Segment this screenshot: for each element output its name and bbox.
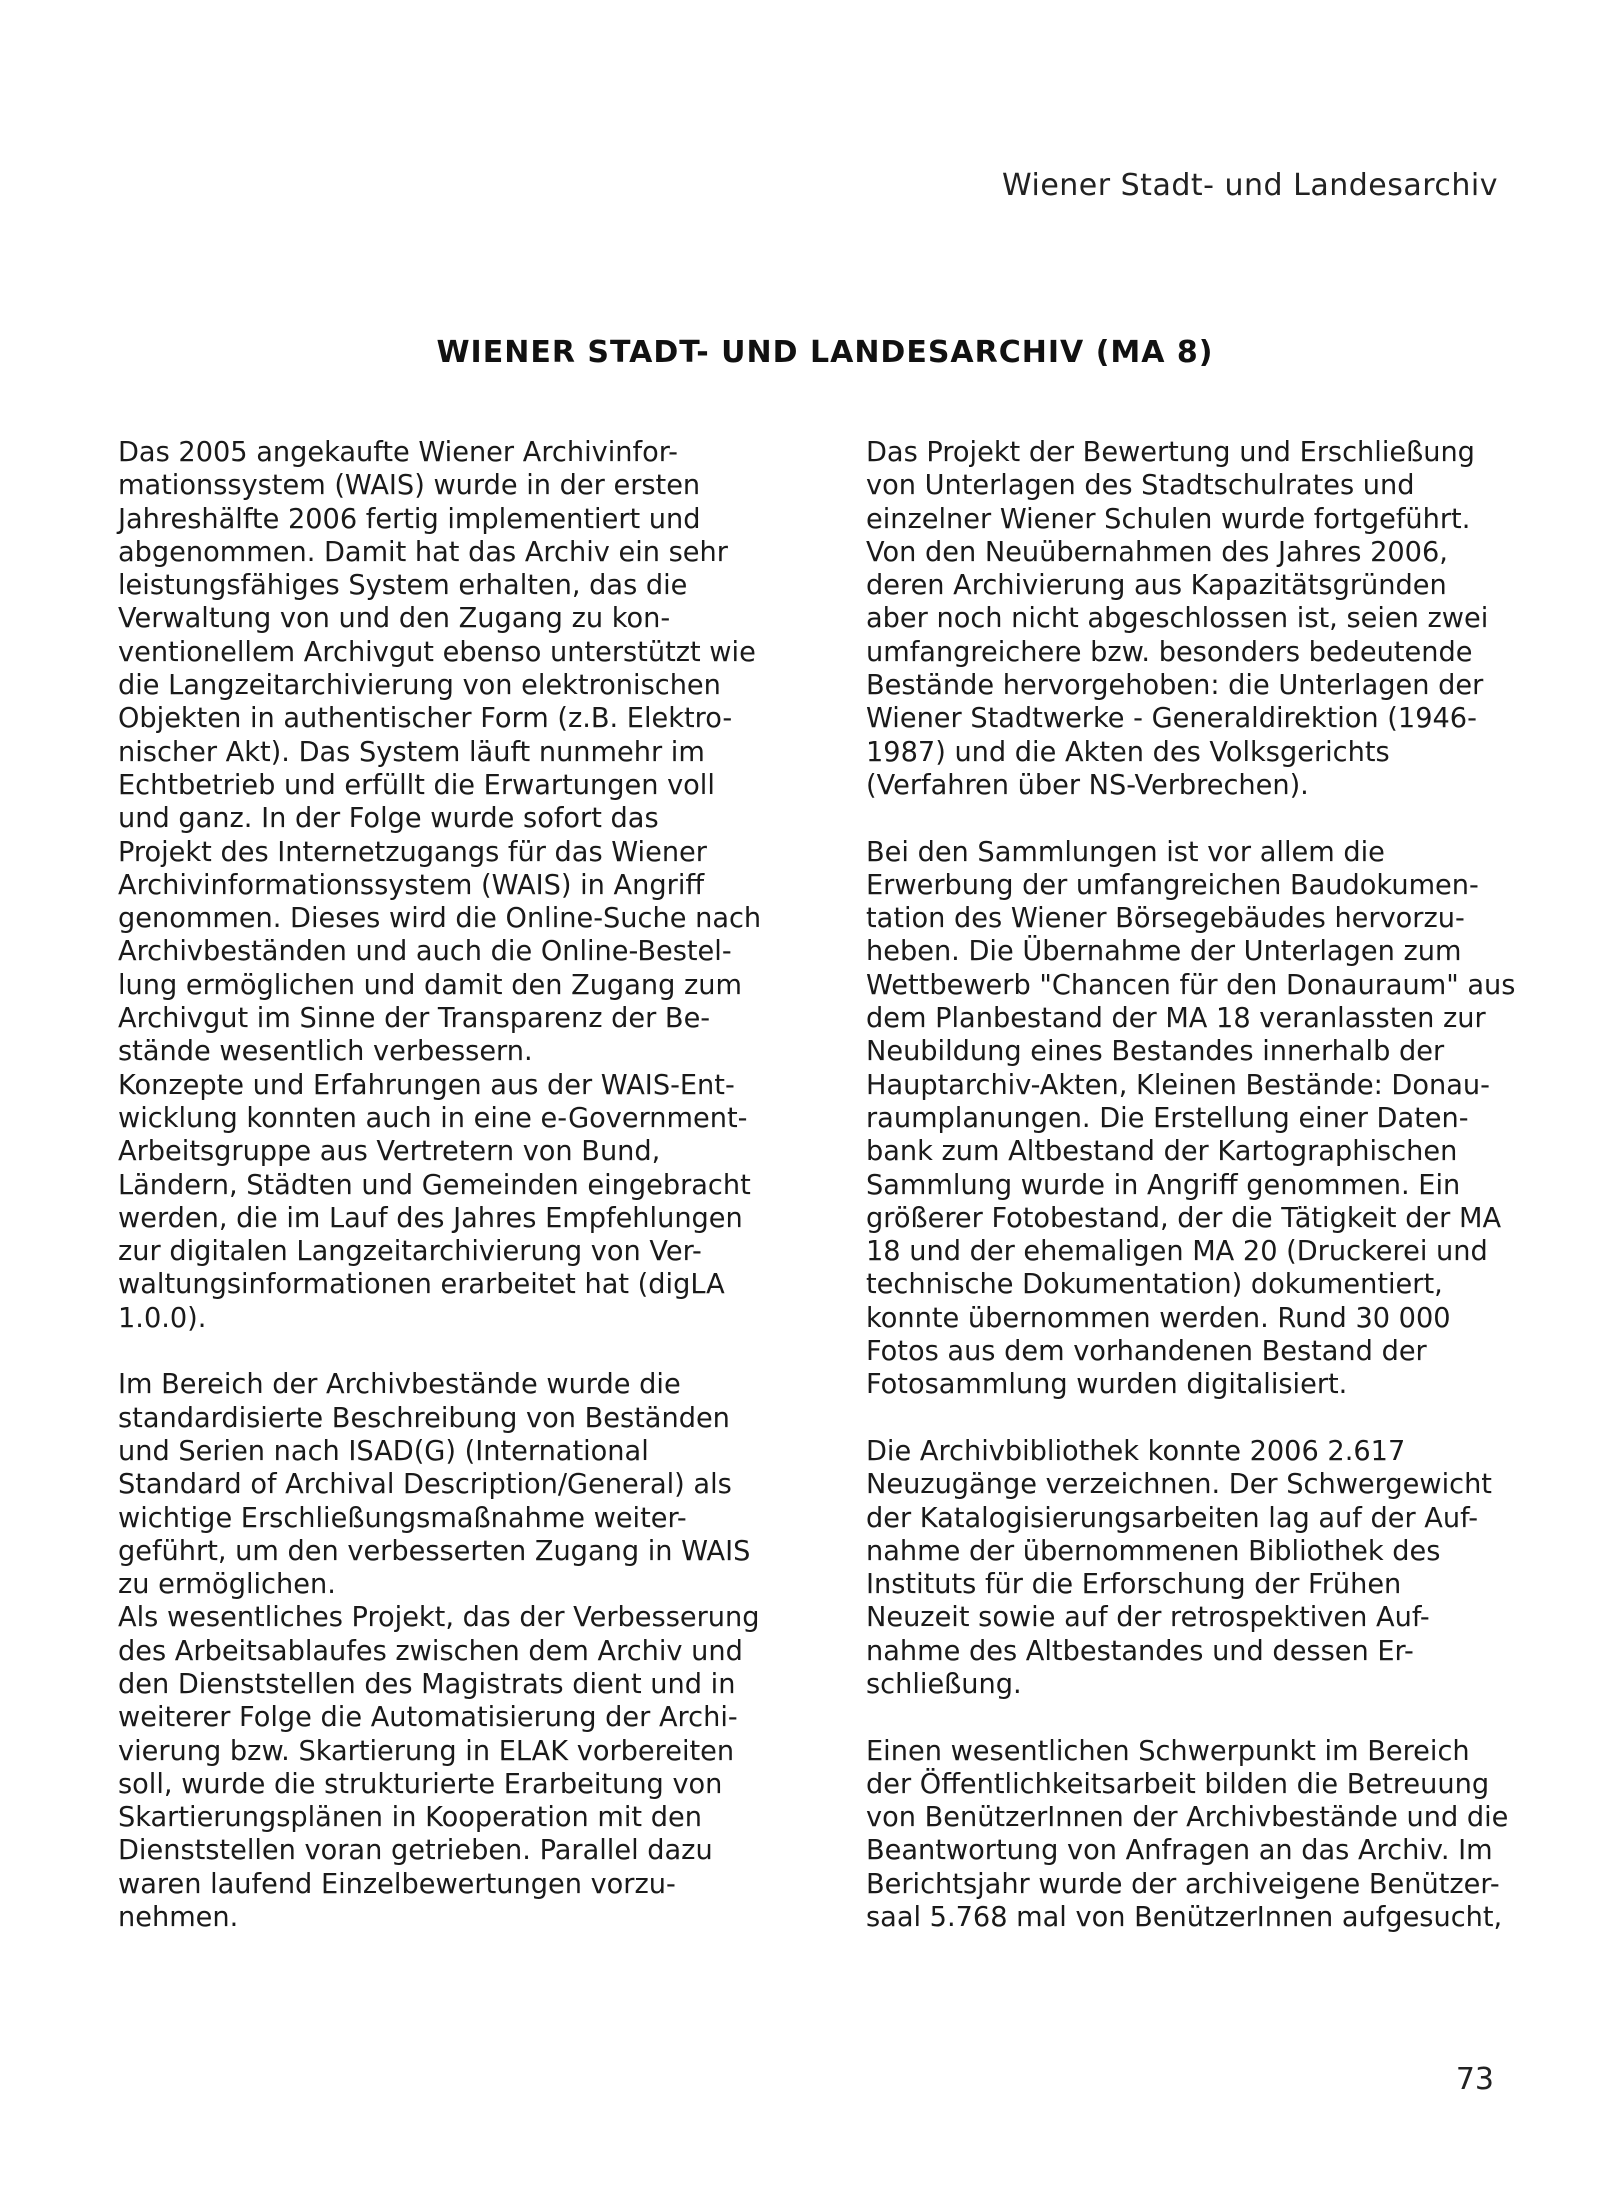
text-line: wicklung konnten auch in eine e-Government- [118,1102,748,1134]
text-line: einzelner Wiener Schulen wurde fortgeführt. [866,503,1471,535]
text-line: bank zum Altbestand der Kartographischen [866,1136,1458,1168]
text-line: der Öffentlichkeitsarbeit bilden die Betreuung [866,1768,1490,1800]
text-line: umfangreichere bzw. besonders bedeutende [866,636,1473,668]
text-line: Verwaltung von und den Zugang zu kon- [118,603,671,635]
text-line: Wettbewerb "Chancen für den Donauraum" aus [866,969,1516,1001]
text-line: Jahreshälfte 2006 fertig implementiert und [118,503,701,535]
text-line: Fotosammlung wurden digitalisiert. [866,1369,1348,1401]
text-line: die Langzeitarchivierung von elektronischen [118,670,721,702]
text-line: nahme des Altbestandes und dessen Er- [866,1635,1414,1667]
text-line: von Unterlagen des Stadtschulrates und [866,470,1415,502]
text-line: heben. Die Übernahme der Unterlagen zum [866,936,1462,968]
text-line: konnte übernommen werden. Rund 30 000 [866,1302,1451,1334]
text-line: Hauptarchiv-Akten, Kleinen Bestände: Donau- [866,1069,1490,1101]
text-line: Projekt des Internetzugangs für das Wiener [118,836,707,868]
text-line: Einen wesentlichen Schwerpunkt im Bereich [866,1735,1470,1767]
text-line: nehmen. [118,1902,239,1934]
text-line: abgenommen. Damit hat das Archiv ein sehr [118,536,728,568]
text-line: Konzepte und Erfahrungen aus der WAIS-Ent- [118,1069,735,1101]
text-line: und Serien nach ISAD(G) (International [118,1435,649,1467]
text-line: Objekten in authentischer Form (z.B. Elektro- [118,703,733,735]
text-line: Das 2005 angekaufte Wiener Archivinfor- [118,437,678,468]
text-line: von BenützerInnen der Archivbestände und die [866,1802,1509,1834]
running-header: Wiener Stadt- und Landesarchiv [1002,168,1498,203]
text-line: Wiener Stadtwerke - Generaldirektion (1946- [866,703,1477,735]
paragraph-gap [118,1335,794,1368]
text-line: lung ermöglichen und damit den Zugang zum [118,969,742,1001]
text-line: raumplanungen. Die Erstellung einer Daten- [866,1102,1469,1134]
text-line: Als wesentliches Projekt, das der Verbesserung [118,1602,760,1634]
text-line: Archivgut im Sinne der Transparenz der Be- [118,1003,711,1035]
text-line: und ganz. In der Folge wurde sofort das [118,803,659,835]
text-line: mationssystem (WAIS) wurde in der ersten [118,470,701,502]
text-line: Archivinformationssystem (WAIS) in Angriff [118,869,705,901]
text-line: vierung bzw. Skartierung in ELAK vorbereiten [118,1735,735,1767]
text-line: Im Bereich der Archivbestände wurde die [118,1369,681,1401]
text-line: genommen. Dieses wird die Online-Suche nach [118,903,762,935]
text-line: wichtige Erschließungsmaßnahme weiter- [118,1502,687,1534]
text-line: leistungsfähiges System erhalten, das die [118,570,688,602]
text-line: größerer Fotobestand, der die Tätigkeit der MA [866,1202,1502,1234]
page-title: WIENER STADT- UND LANDESARCHIV (MA 8) [436,335,1214,370]
text-line: technische Dokumentation) dokumentiert, [866,1269,1443,1301]
text-line: Fotos aus dem vorhandenen Bestand der [866,1336,1427,1368]
text-line: saal 5.768 mal von BenützerInnen aufgesucht, [866,1902,1503,1934]
text-line: Standard of Archival Description/General) als [118,1469,732,1501]
text-line: dem Planbestand der MA 18 veranlassten zur [866,1003,1486,1035]
paragraph-gap [866,802,1542,835]
text-line: Beantwortung von Anfragen an das Archiv. Im [866,1835,1493,1867]
text-line: Neubildung eines Bestandes innerhalb der [866,1036,1445,1068]
text-line: Von den Neuübernahmen des Jahres 2006, [866,536,1448,568]
text-line: 18 und der ehemaligen MA 20 (Druckerei und [866,1236,1488,1268]
text-line: waren laufend Einzelbewertungen vorzu- [118,1868,676,1900]
text-line: Echtbetrieb und erfüllt die Erwartungen voll [118,769,715,801]
text-line: Erwerbung der umfangreichen Baudokumen- [866,869,1479,901]
text-line: 1987) und die Akten des Volksgerichts [866,736,1390,768]
text-line: Archivbeständen und auch die Online-Bestel- [118,936,732,968]
text-line: Dienststellen voran getrieben. Parallel dazu [118,1835,713,1867]
text-line: Berichtsjahr wurde der archiveigene Benützer- [866,1868,1500,1900]
text-line: Das Projekt der Bewertung und Erschließung [866,437,1475,468]
text-line: nahme der übernommenen Bibliothek des [866,1535,1441,1567]
text-line: tation des Wiener Börsegebäudes hervorzu- [866,903,1465,935]
text-line: Neuzeit sowie auf der retrospektiven Auf- [866,1602,1430,1634]
text-line: schließung. [866,1668,1022,1700]
text-line: Bei den Sammlungen ist vor allem die [866,836,1385,868]
text-line: deren Archivierung aus Kapazitätsgründen [866,570,1447,602]
text-line: Arbeitsgruppe aus Vertretern von Bund, [118,1136,661,1168]
text-line: Sammlung wurde in Angriff genommen. Ein [866,1169,1461,1201]
text-line: des Arbeitsablaufes zwischen dem Archiv und [118,1635,743,1667]
paragraph-gap [866,1402,1542,1435]
text-line: stände wesentlich verbessern. [118,1036,533,1068]
text-line: werden, die im Lauf des Jahres Empfehlungen [118,1202,743,1234]
text-line: geführt, um den verbesserten Zugang in WAIS [118,1535,751,1567]
text-line: zu ermöglichen. [118,1569,336,1601]
text-line: zur digitalen Langzeitarchivierung von Ver- [118,1236,702,1268]
text-line: aber noch nicht abgeschlossen ist, seien zwei [866,603,1489,635]
text-line: soll, wurde die strukturierte Erarbeitung von [118,1768,723,1800]
text-line: standardisierte Beschreibung von Beständen [118,1402,730,1434]
text-line: weiterer Folge die Automatisierung der Archi- [118,1702,738,1734]
paragraph-gap [866,1701,1542,1734]
text-line: Die Archivbibliothek konnte 2006 2.617 [866,1435,1406,1467]
text-line: ventionellem Archivgut ebenso unterstützt wie [118,636,756,668]
text-line: der Katalogisierungsarbeiten lag auf der Auf- [866,1502,1479,1534]
right-column [866,436,1542,1934]
text-line: waltungsinformationen erarbeitet hat (digLA [118,1269,725,1301]
text-line: (Verfahren über NS-Verbrechen). [866,769,1309,801]
text-line: Bestände hervorgehoben: die Unterlagen der [866,670,1484,702]
text-line: nischer Akt). Das System läuft nunmehr im [118,736,705,768]
text-line: Ländern, Städten und Gemeinden eingebracht [118,1169,751,1201]
text-line: 1.0.0). [118,1302,207,1334]
text-line: den Dienststellen des Magistrats dient und in [118,1668,736,1700]
text-line: Neuzugänge verzeichnen. Der Schwergewicht [866,1469,1492,1501]
page-number: 73 [1455,2062,1494,2097]
left-column [118,436,794,1934]
text-line: Skartierungsplänen in Kooperation mit den [118,1802,702,1834]
text-line: Instituts für die Erforschung der Frühen [866,1569,1402,1601]
